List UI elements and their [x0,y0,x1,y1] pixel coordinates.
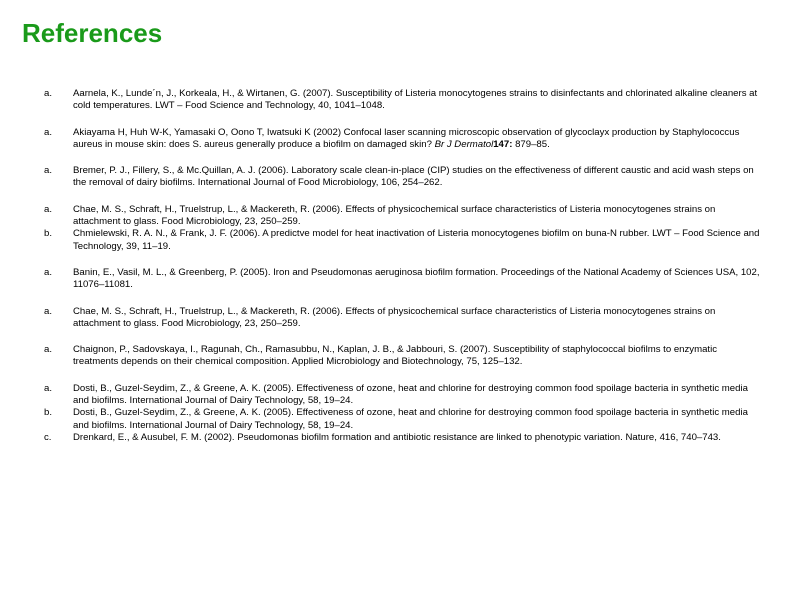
list-marker: a. [44,203,53,215]
list-marker: a. [44,344,53,356]
list-marker: c. [44,431,52,443]
reference-item [44,267,764,292]
reference-item [44,306,764,331]
list-marker: b. [44,407,53,419]
page-range: 879–85. [512,138,550,150]
list-marker: a. [44,126,53,138]
reference-text: Chmielewski, R. A. N., & Frank, J. F. (2006). A predictve model for heat inactivation of Listeria monocytogenes biofilm on buna-N rubber. LWT – Food Science and Technology, 39, 11–19. [73,228,760,252]
reference-item [44,204,764,229]
list-marker: a. [44,88,53,99]
reference-group [44,204,764,253]
volume-number: 147: [493,138,513,150]
reference-body: Akiayama H, Huh W-K, Yamasaki O, Oono T, Iwatsuki K (2002) Confocal laser scanning microscopic observation of glycoclayx production by Staphylococcus aureus in mouse skin: does S. aureus generally produce a biofilm on damaged skin? [73,126,740,150]
reference-list [44,88,764,458]
reference-item [44,127,764,152]
reference-group [44,267,764,292]
reference-group [44,383,764,444]
list-marker: a. [44,165,53,177]
reference-text: Chaignon, P., Sadovskaya, I., Ragunah, Ch., Ramasubbu, N., Kaplan, J. B., & Jabbouri, S. (2007). Susceptibility of staphylococcal biofilms to enzymatic treatments depends on their chemical composition. Applied Microbiology and Biotechnology, 75, 125–132. [73,344,718,368]
reference-item [44,432,764,444]
reference-text: Dosti, B., Guzel-Seydim, Z., & Greene, A. K. (2005). Effectiveness of ozone, heat and chlorine for destroying common food spoilage bacteria in synthetic media and biofilms. International Journal of Dairy Technology, 58, 19–24. [73,407,748,431]
list-marker: a. [44,305,53,317]
list-marker: b. [44,228,53,240]
reference-item [44,344,764,369]
reference-text: Bremer, P. J., Fillery, S., & Mc.Quillan, A. J. (2006). Laboratory scale clean-in-place (CIP) studies on the effectiveness of different caustic and acid wash steps on the removal of dairy biofilms. International Journal of Food Microbiology, 106, 254–262. [73,165,754,189]
reference-group [44,306,764,331]
reference-text: Dosti, B., Guzel-Seydim, Z., & Greene, A. K. (2005). Effectiveness of ozone, heat and chlorine for destroying common food spoilage bacteria in synthetic media and biofilms. International Journal of Dairy Technology, 58, 19–24. [73,382,748,407]
reference-group [44,88,764,113]
reference-text [73,127,764,152]
list-marker: a. [44,382,53,394]
reference-item [44,407,764,432]
reference-group [44,344,764,369]
reference-group [44,127,764,152]
reference-text: Banin, E., Vasil, M. L., & Greenberg, P. (2005). Iron and Pseudomonas aeruginosa biofilm formation. Proceedings of the National Academy of Sciences USA, 102, 11076–11081. [73,266,760,291]
list-marker: a. [44,266,53,278]
page-title: References [22,18,163,48]
reference-item [44,383,764,408]
reference-group [44,165,764,190]
journal-name: Br J Dermatol [434,138,494,150]
reference-item [44,88,764,113]
reference-text: Chae, M. S., Schraft, H., Truelstrup, L., & Mackereth, R. (2006). Effects of physicochemical surface characteristics of Listeria monocytogenes strains on attachment to glass. Food Microbiology, 23, 250–259. [73,305,716,329]
reference-text: Aarnela, K., Lunde´n, J., Korkeala, H., & Wirtanen, G. (2007). Susceptibility of Listeria monocytogenes strains to disinfectants and chlorinated alkaline cleaners at cold temperatures. LWT – Food Science and Technology, 40, 1041–1048. [73,88,758,112]
reference-item [44,165,764,190]
reference-text: Chae, M. S., Schraft, H., Truelstrup, L., & Mackereth, R. (2006). Effects of physicochemical surface characteristics of Listeria monocytogenes strains on attachment to glass. Food Microbiology, 23, 250–259. [73,203,716,228]
reference-item [44,228,764,253]
reference-text: Drenkard, E., & Ausubel, F. M. (2002). Pseudomonas biofilm formation and antibiotic resistance are linked to phenotypic variation. Nature, 416, 740–743. [73,431,721,443]
